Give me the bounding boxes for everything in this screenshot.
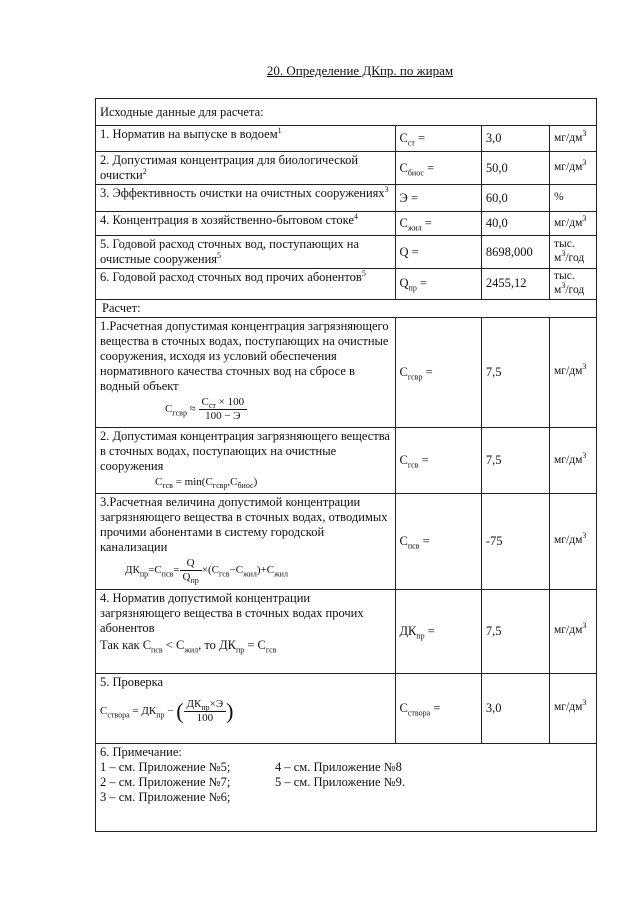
input-label: 3. Эффективность очистки на очистных сооружениях [100,186,385,200]
input-unit-base: мг/дм [554,161,583,174]
input-label-cell [96,212,396,236]
calc-label-cell [96,494,396,589]
input-value: 2455,12 [481,269,549,300]
calc-formula [100,638,391,653]
calc-unit-sup: 3 [582,362,587,372]
notes-cell [96,743,597,831]
formula-p1-sub: псв [161,569,174,579]
input-symbol-sub: жил [407,223,422,233]
calc-formula [100,396,391,423]
input-label-cell [96,126,396,152]
calc-eq: = [419,533,430,548]
calc-symbol [399,364,423,382]
input-unit-base: мг/дм [554,131,583,144]
input-footnote: 1 [277,125,282,135]
formula-p1-base: =С [148,564,162,577]
formula-paren-open: ( [176,698,184,724]
calc-symbol [399,700,431,718]
calc-value: 3,0 [481,673,549,743]
formula-fraction [184,698,227,725]
note-item: 4 – см. Приложение №8 [275,759,402,774]
formula-denominator: 100 − Э [205,409,241,422]
input-footnote: 4 [353,211,358,221]
calc-unit-sup: 3 [582,698,587,708]
input-symbol-base: С [399,131,408,145]
input-symbol-sub: пр [408,283,417,293]
formula-paren-close: ) [226,698,234,724]
input-symbol-base: Э [399,190,408,205]
input-footnote: 5 [217,250,222,260]
input-symbol-cell [395,185,481,212]
formula-t2-sub: жил [243,569,257,579]
calc-symbol-base: С [399,533,408,548]
input-unit-sup: 3 [561,280,566,290]
calc-formula [100,476,391,489]
formula-min: = min( [172,475,206,488]
input-unit [550,185,597,212]
calc-symbol-sub: гсв [407,460,419,470]
note-item: 1 – см. Приложение №5; [100,759,231,774]
input-label: 1. Норматив на выпуске в водоем [100,127,278,141]
calc-eq: = [422,364,433,379]
calc-symbol-cell [395,317,481,427]
input-unit [550,236,597,269]
note-item: 2 – см. Приложение №7; [100,774,231,789]
formula-lhs-base: ДК [125,564,140,577]
calc-label: 1.Расчетная допустимая концентрация загрязняющего вещества в сточных водах, поступающих на очистные сооружения, исходя из условий обеспечения нормативного качества сточных вод на сбросе в водный объект [100,318,389,393]
input-label: 5. Годовой расход сточных вод, поступающих на очистные сооружения [100,237,360,266]
calc-row [96,673,597,743]
calc-unit-base: мг/дм [554,701,583,714]
input-unit [550,152,597,185]
formula-lhs-sub: гсв [162,481,173,491]
formula-a-base: С [205,475,213,488]
formula-to: , то [198,637,220,652]
formula-comma: , [227,475,231,488]
input-symbol-cell [395,152,481,185]
calc-label-cell [96,427,396,493]
calc-unit-base: мг/дм [554,453,583,466]
formula-eq-base: = ДК [129,704,157,717]
input-unit-sup: 3 [582,158,587,168]
calc-unit [550,427,597,493]
formula-d-base: С [257,637,266,652]
calc-row [96,494,597,589]
input-row [96,236,597,269]
input-symbol [399,216,422,233]
formula-t3-base: )+С [256,564,275,577]
formula-den-sub: пр [190,576,199,586]
calc-symbol-base: С [399,453,408,468]
formula-numerator [199,396,248,410]
formula-lhs-sub: пр [139,569,149,579]
formula-lhs-base: С [100,704,108,717]
input-eq: = [414,131,426,145]
formula-minus: − [164,704,177,717]
formula-b-base: С [175,637,185,652]
formula-num-sub: ст [208,400,216,410]
calc-symbol-base: С [399,364,408,379]
input-symbol [400,245,409,259]
calc-unit-base: мг/дм [554,624,583,637]
calc-value: 7,5 [481,317,549,427]
calc-unit-sup: 3 [582,531,587,541]
input-footnote: 5 [361,268,366,278]
input-eq: = [423,160,435,175]
formula-eq-sub: пр [156,709,165,719]
formula-c-sub: пр [235,645,245,655]
calc-symbol-cell [395,589,481,673]
calc-symbol-base: С [399,700,408,715]
formula-a-sub: гсвр [212,481,228,491]
formula-num-tail: ×Э [209,697,224,710]
input-symbol-sub: ст [407,138,415,148]
formula-fraction [180,557,202,584]
formula-t1-base: ×(С [201,564,219,577]
input-symbol [399,276,417,293]
input-row [96,185,597,212]
calc-symbol [399,533,420,551]
calc-row [96,427,597,493]
formula-t3-sub: жил [274,569,288,579]
input-symbol [400,161,424,175]
formula-b-sub: биос [237,481,254,491]
formula-den-base: Q [182,571,191,584]
calc-label-cell [96,673,396,743]
calc-symbol-cell [395,673,481,743]
calc-unit-sup: 3 [582,621,587,631]
formula-num-tail: × 100 [215,395,245,408]
input-symbol-cell [395,212,481,236]
calc-unit-sup: 3 [582,450,587,460]
input-unit-tail: /год [565,283,585,296]
note-item: 3 – см. Приложение №6; [100,789,231,804]
input-label-cell [96,269,396,300]
formula-num-sub: пр [201,702,210,712]
calc-value: 7,5 [481,427,549,493]
calculation-table [95,98,597,832]
calc-label: 2. Допустимая концентрация загрязняющего вещества в сточных водах, поступающих на очистные сооружения [100,428,390,473]
formula-denominator [180,571,202,584]
input-unit-sup: 3 [582,128,587,138]
note-item: 5 – см. Приложение №9. [275,774,405,789]
calc-value: 7,5 [481,589,549,673]
calc-symbol [399,453,419,470]
formula-eq: = [244,637,258,652]
input-header: Исходные данные для расчета: [96,99,597,126]
calc-label-cell [96,317,396,427]
formula-t2-base: −С [229,564,244,577]
formula-num-base: ДК [186,697,202,710]
calc-label: 4. Норматив допустимой концентрации загрязняющего вещества в сточных водах прочих абонентов [100,590,364,635]
formula-op: ≈ [186,402,199,415]
calc-symbol-cell [395,494,481,589]
input-unit [550,126,597,152]
formula-pre: Так как [100,637,143,652]
input-unit-base: тыс. м [554,238,575,264]
input-value: 8698,000 [481,236,549,269]
formula-b-sub: жил [184,645,199,655]
calc-symbol-sub: псв [407,541,420,551]
formula-numerator [184,698,227,712]
input-unit-base: тыс. м [554,270,575,296]
calc-symbol [399,623,425,641]
input-unit-sup: 3 [582,213,587,223]
calc-label: 5. Проверка [100,674,164,689]
formula-a-base: С [142,637,152,652]
calc-formula [100,557,391,584]
formula-lhs-base: С [165,402,173,415]
calc-header: Расчет: [96,299,597,317]
calc-eq: = [430,700,441,715]
input-unit-base: мг/дм [554,216,583,229]
input-value: 3,0 [481,126,549,152]
formula-close: ) [253,475,258,488]
page-title: 20. Определение ДКпр. по жирам [266,63,454,78]
formula-fraction [199,396,248,423]
input-label: 4. Концентрация в хозяйственно-бытовом стоке [100,213,354,227]
input-eq: = [407,190,418,205]
formula-num-base: С [201,395,209,408]
formula-lt: < [162,637,176,652]
input-label: 6. Годовой расход сточных вод прочих абонентов [100,270,362,284]
calc-symbol-cell [395,427,481,493]
input-symbol-base: С [399,160,408,175]
formula-p2: = [173,564,180,577]
formula-b-base: С [230,475,238,488]
input-row [96,152,597,185]
input-symbol-cell [395,269,481,300]
input-eq: = [421,216,432,230]
input-symbol-cell [395,236,481,269]
input-symbol-base: Q [399,276,409,291]
input-label-cell [96,152,396,185]
calc-symbol-sub: гсвр [407,372,423,382]
input-eq: = [416,276,427,291]
input-label-cell [96,236,396,269]
formula-c-base: ДК [219,637,236,652]
input-value: 60,0 [481,185,549,212]
calc-row [96,317,597,427]
input-eq: = [408,244,419,259]
formula-lhs-base: С [155,475,163,488]
input-symbol-base: Q [399,244,409,259]
formula-t1-sub: гсв [218,569,230,579]
input-row [96,269,597,300]
calc-row [96,589,597,673]
calc-label: 3.Расчетная величина допустимой концентрации загрязняющего вещества в сточных водах, отводимых прочими абонентами в систему городской канализации [100,495,388,555]
calc-unit [550,494,597,589]
input-row [96,212,597,236]
formula-numerator: Q [180,557,202,571]
input-unit-sup: 3 [561,249,566,259]
input-value: 40,0 [481,212,549,236]
calc-unit-base: мг/дм [554,365,583,378]
calc-unit [550,317,597,427]
calc-unit [550,589,597,673]
calc-unit-base: мг/дм [554,534,583,547]
notes-title: 6. Примечание: [100,744,182,759]
input-unit [550,212,597,236]
calc-symbol-base: ДК [399,623,417,638]
calc-label-cell [96,589,396,673]
input-symbol [400,191,408,205]
calc-value: -75 [481,494,549,589]
input-footnote: 2 [142,166,147,176]
input-unit [550,269,597,300]
calc-symbol-sub: створа [407,708,431,718]
input-row [96,126,597,152]
formula-a-sub: псв [151,645,163,655]
formula-lhs-sub: гсвр [172,408,187,417]
formula-lhs-sub: створа [107,709,130,719]
input-footnote: 3 [384,184,389,194]
input-symbol-base: С [399,216,408,230]
calc-eq: = [418,453,429,468]
input-value: 50,0 [481,152,549,185]
calc-formula [100,698,391,725]
input-unit-tail: /год [565,252,585,264]
input-unit-base: % [554,191,564,204]
input-symbol-sub: биос [407,168,424,177]
input-symbol-cell [395,126,481,152]
formula-denominator: 100 [196,711,214,724]
input-label-cell [96,185,396,212]
input-label: 2. Допустимая концентрация для биологической очистки [100,153,359,182]
formula-d-sub: гсв [265,645,277,655]
input-symbol [399,131,415,148]
calc-symbol-sub: пр [416,631,425,641]
calc-eq: = [424,623,435,638]
calc-unit [550,673,597,743]
